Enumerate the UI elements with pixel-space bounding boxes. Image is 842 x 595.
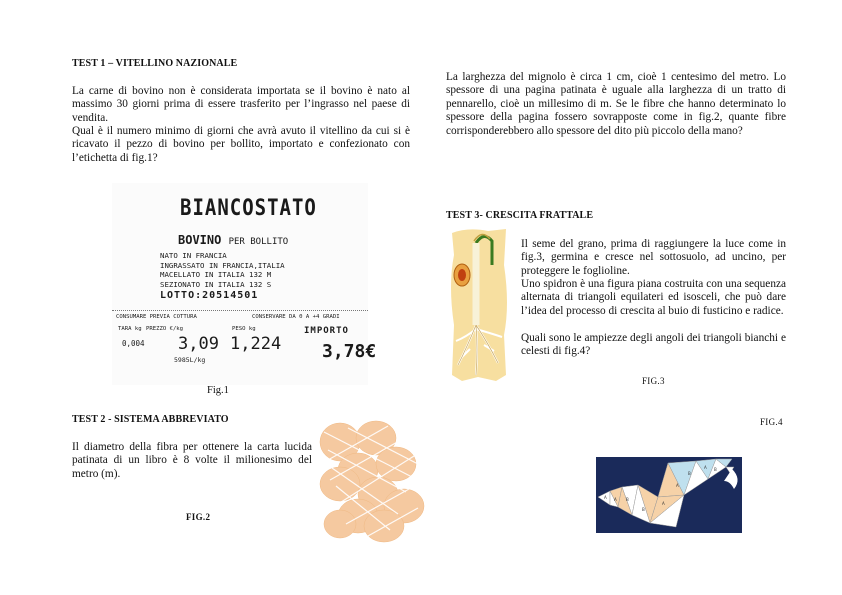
receipt-prezzo-label: PREZZO €/kg: [146, 326, 184, 332]
svg-text:A: A: [704, 465, 707, 470]
receipt-product: [178, 233, 288, 247]
test3-heading: [446, 210, 593, 221]
svg-text:A: A: [604, 495, 607, 500]
svg-text:A: A: [676, 483, 679, 488]
fig4-caption: FIG.4: [760, 417, 783, 427]
receipt-lotto: LOTTO:20514501: [160, 290, 259, 301]
fig3-seed-illustration: [448, 225, 512, 385]
test1-paragraph-2: Qual è il numero minimo di giorni che avrà avuto il vitellino da cui si è ricavato il pezzo di bovino per bollito, importato e confezionato con l’etichetta di fig.1?: [72, 125, 410, 164]
svg-text:A: A: [662, 501, 665, 506]
receipt-tara-label: TARA kg: [118, 326, 142, 332]
test2-heading: [72, 414, 229, 425]
receipt-peso-label: PESO kg: [232, 326, 256, 332]
test1-heading: [72, 58, 237, 69]
receipt-separator: [112, 310, 368, 312]
receipt-label-image: [112, 183, 377, 385]
svg-text:B: B: [626, 497, 629, 502]
fig2-fibres-diagram: [318, 420, 426, 544]
svg-text:B: B: [688, 471, 691, 476]
receipt-prezzo-value: 3,09: [178, 334, 219, 354]
receipt-conserve-label: CONSERVARE DA 0 A +4 GRADI: [252, 314, 340, 320]
test3-number: TEST 3-: [446, 210, 483, 221]
test3-title: CRESCITA FRATTALE: [485, 210, 594, 221]
fig4-spidron-diagram: [596, 457, 742, 533]
svg-text:B: B: [714, 467, 717, 472]
receipt-product-sub: PER BOLLITO: [228, 237, 289, 247]
fig1-caption: Fig.1: [207, 385, 229, 396]
fig3-caption: FIG.3: [642, 376, 665, 386]
receipt-peso-value: 1,224: [230, 334, 282, 354]
test3-paragraph-2: Uno spidron è una figura piana costruita con una sequenza alternata di triangoli equilateri ed isosceli, che può dare l’idea del processo di crescita al buio di fusticino e radice.: [521, 278, 786, 317]
test2-number: TEST 2 -: [72, 414, 112, 425]
receipt-origin-line: MACELLATO IN ITALIA 132 M: [160, 270, 272, 279]
receipt-product-name: BOVINO: [178, 233, 222, 247]
right-top-paragraph: La larghezza del mignolo è circa 1 cm, cioè 1 centesimo del metro. Lo spessore di una pagina patinata è uguale alla larghezza di un tratto di pennarello, cioè un millesimo di m. Se le fibre che hanno determinato lo spessore della pagina fossero sovrapposte come in fig.2, quante fibre corrisponderebbero allo spessore del dito più piccolo della mano?: [446, 71, 786, 137]
receipt-brand: BIANCOSTATO: [180, 195, 317, 221]
svg-text:A: A: [614, 497, 617, 502]
receipt-origin-line: NATO IN FRANCIA: [160, 251, 227, 260]
svg-text:B: B: [642, 507, 645, 512]
receipt-consume-label: CONSUMARE PREVIA COTTURA: [116, 314, 197, 320]
test2-paragraph: Il diametro della fibra per ottenere la carta lucida patinata di un libro è 8 volte il milionesimo del metro (m).: [72, 441, 312, 480]
fig2-caption: FIG.2: [186, 512, 211, 522]
test1-title: VITELLINO NAZIONALE: [115, 58, 238, 69]
receipt-importo-label: IMPORTO: [304, 326, 349, 336]
receipt-prezzo-sub: 5985L/kg: [174, 356, 206, 364]
test1-paragraph-1: La carne di bovino non è considerata importata se il bovino è nato al massimo 30 giorni prima di essere trasferito per l’ingrasso nel paese di vendita.: [72, 85, 410, 124]
test2-title: SISTEMA ABBREVIATO: [114, 414, 229, 425]
test1-number: TEST 1 –: [72, 58, 114, 69]
test3-paragraph-3: Quali sono le ampiezze degli angoli dei triangoli bianchi e celesti di fig.4?: [521, 332, 786, 358]
receipt-origin-block: [160, 251, 285, 289]
receipt-tara-value: 0,004: [122, 339, 145, 348]
test3-paragraph-1: Il seme del grano, prima di raggiungere la luce come in fig.3, germina e cresce nel sottosuolo, ad uncino, per proteggere le foglioline.: [521, 238, 786, 277]
receipt-importo-value: 3,78€: [322, 341, 377, 362]
receipt-origin-line: INGRASSATO IN FRANCIA,ITALIA: [160, 260, 285, 270]
receipt-origin-line: SEZIONATO IN ITALIA 132 S: [160, 279, 272, 289]
